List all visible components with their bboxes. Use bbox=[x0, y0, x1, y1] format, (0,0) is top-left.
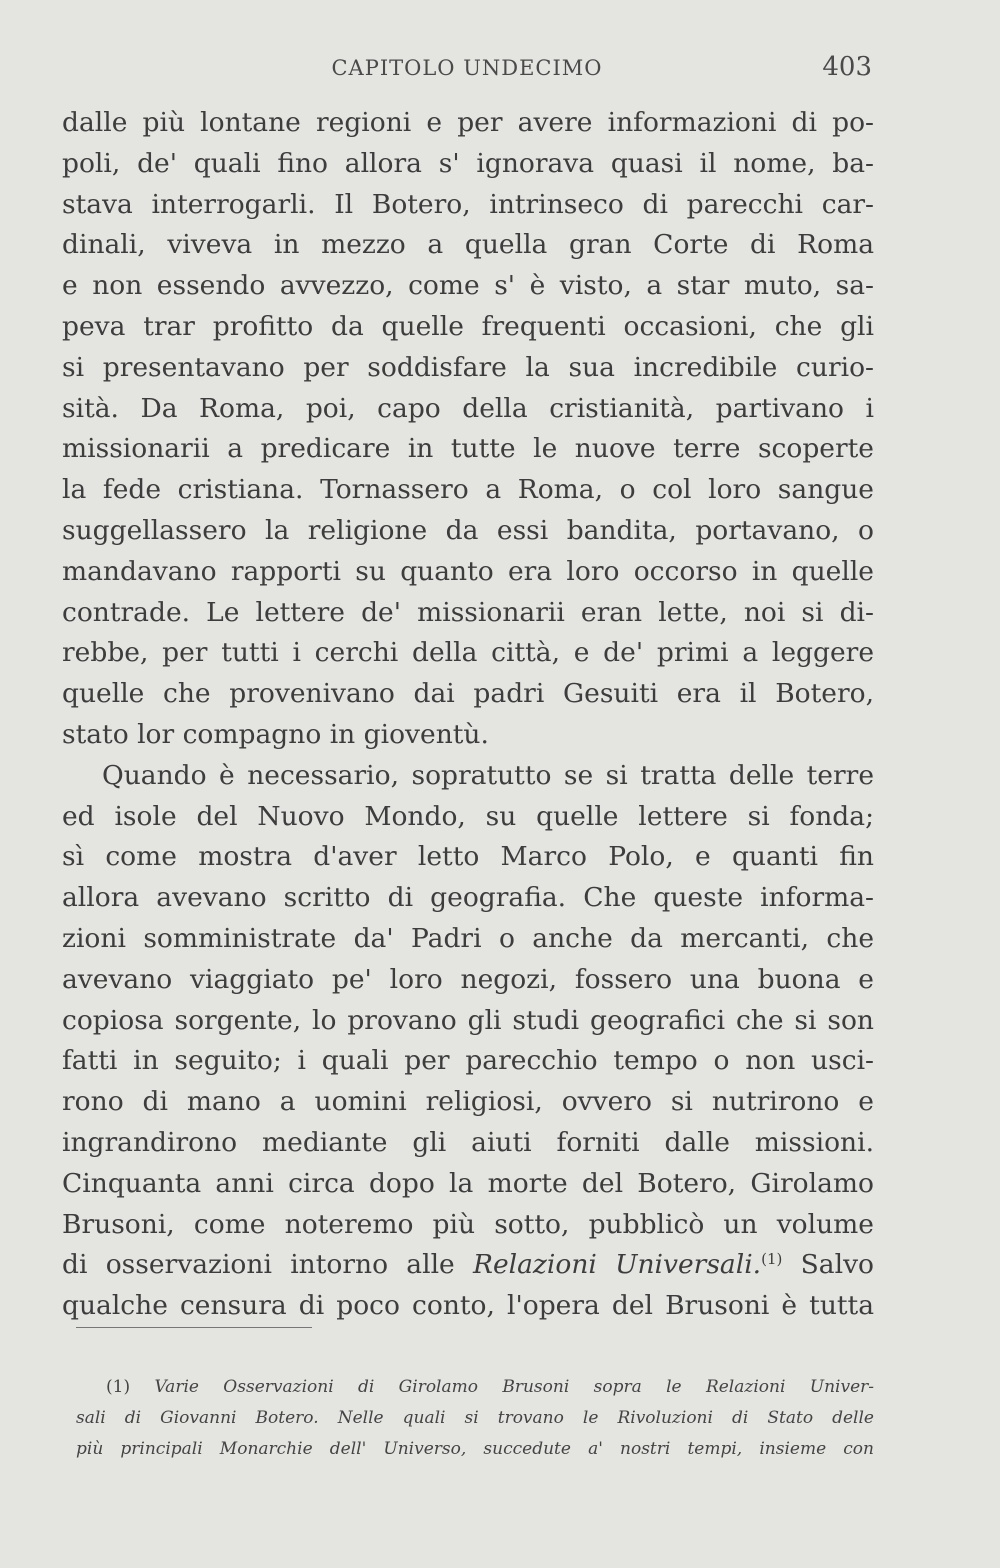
text-line: ingrandirono mediante gli aiuti forniti dalle missioni. bbox=[62, 1126, 874, 1158]
footnote-text: Varie Osservazioni di Girolamo Brusoni sopra le Relazioni Univer- bbox=[154, 1377, 875, 1397]
text-line: qualche censura di poco conto, l'opera del Brusoni è tutta bbox=[62, 1290, 874, 1322]
text-line: sità. Da Roma, poi, capo della cristianità, partivano i bbox=[62, 392, 874, 424]
text-line: Brusoni, come noteremo più sotto, pubblicò un volume bbox=[62, 1208, 874, 1240]
footnote-marker: (1) bbox=[106, 1377, 131, 1397]
text-line: rono di mano a uomini religiosi, ovvero si nutrirono e bbox=[62, 1086, 874, 1118]
text-segment: Salvo bbox=[782, 1249, 874, 1281]
text-line: stava interrogarli. Il Botero, intrinseco di parecchi car- bbox=[62, 188, 874, 220]
page-number: 403 bbox=[822, 52, 872, 82]
text-line: copiosa sorgente, lo provano gli studi geografici che si son bbox=[62, 1004, 874, 1036]
footnote-separator bbox=[76, 1327, 312, 1328]
footnote-line: più principali Monarchie dell' Universo, succedute a' nostri tempi, insieme con bbox=[76, 1439, 874, 1459]
text-line: allora avevano scritto di geografia. Che queste informa- bbox=[62, 882, 874, 914]
text-line-with-citation bbox=[62, 1245, 874, 1286]
paragraph-start-line: Quando è necessario, sopratutto se si tratta delle terre bbox=[102, 759, 874, 791]
text-line: suggellassero la religione da essi bandita, portavano, o bbox=[62, 514, 874, 546]
text-line: Cinquanta anni circa dopo la morte del Botero, Girolamo bbox=[62, 1167, 874, 1199]
cited-title: Relazioni Universali. bbox=[473, 1249, 762, 1281]
footnote-reference: (1) bbox=[761, 1250, 783, 1269]
footnote-line: sali di Giovanni Botero. Nelle quali si trovano le Rivoluzioni di Stato delle bbox=[76, 1408, 874, 1428]
text-line: peva trar profitto da quelle frequenti occasioni, che gli bbox=[62, 310, 874, 342]
text-line: dinali, viveva in mezzo a quella gran Corte di Roma bbox=[62, 229, 874, 261]
paragraph-end-line: stato lor compagno in gioventù. bbox=[62, 718, 489, 750]
text-line: la fede cristiana. Tornassero a Roma, o col loro sangue bbox=[62, 474, 874, 506]
text-segment: di osservazioni intorno alle bbox=[62, 1249, 474, 1281]
text-line: ed isole del Nuovo Mondo, su quelle lettere si fonda; bbox=[62, 800, 874, 832]
footnote-line bbox=[76, 1372, 874, 1403]
text-line: poli, de' quali fino allora s' ignorava quasi il nome, ba- bbox=[62, 147, 874, 179]
text-line: dalle più lontane regioni e per avere informazioni di po- bbox=[62, 107, 874, 138]
chapter-title: CAPITOLO UNDECIMO bbox=[331, 56, 603, 80]
text-line: missionarii a predicare in tutte le nuove terre scoperte bbox=[62, 433, 874, 465]
text-line: mandavano rapporti su quanto era loro occorso in quelle bbox=[62, 555, 874, 587]
text-line: e non essendo avvezzo, come s' è visto, a star muto, sa- bbox=[62, 270, 874, 302]
text-line: contrade. Le lettere de' missionarii eran lette, noi si di- bbox=[62, 596, 874, 628]
text-line: quelle che provenivano dai padri Gesuiti era il Botero, bbox=[62, 678, 874, 710]
text-line: si presentavano per soddisfare la sua incredibile curio- bbox=[62, 351, 874, 383]
text-line: avevano viaggiato pe' loro negozi, fossero una buona e bbox=[62, 963, 874, 995]
running-head bbox=[62, 52, 872, 88]
body-text bbox=[62, 103, 874, 1327]
text-line: fatti in seguito; i quali per parecchio tempo o non usci- bbox=[62, 1045, 874, 1077]
text-line: sì come mostra d'aver letto Marco Polo, e quanti fin bbox=[62, 841, 874, 873]
footnote bbox=[76, 1372, 874, 1465]
text-line: rebbe, per tutti i cerchi della città, e de' primi a leggere bbox=[62, 637, 874, 669]
text-line: zioni somministrate da' Padri o anche da mercanti, che bbox=[62, 922, 874, 954]
